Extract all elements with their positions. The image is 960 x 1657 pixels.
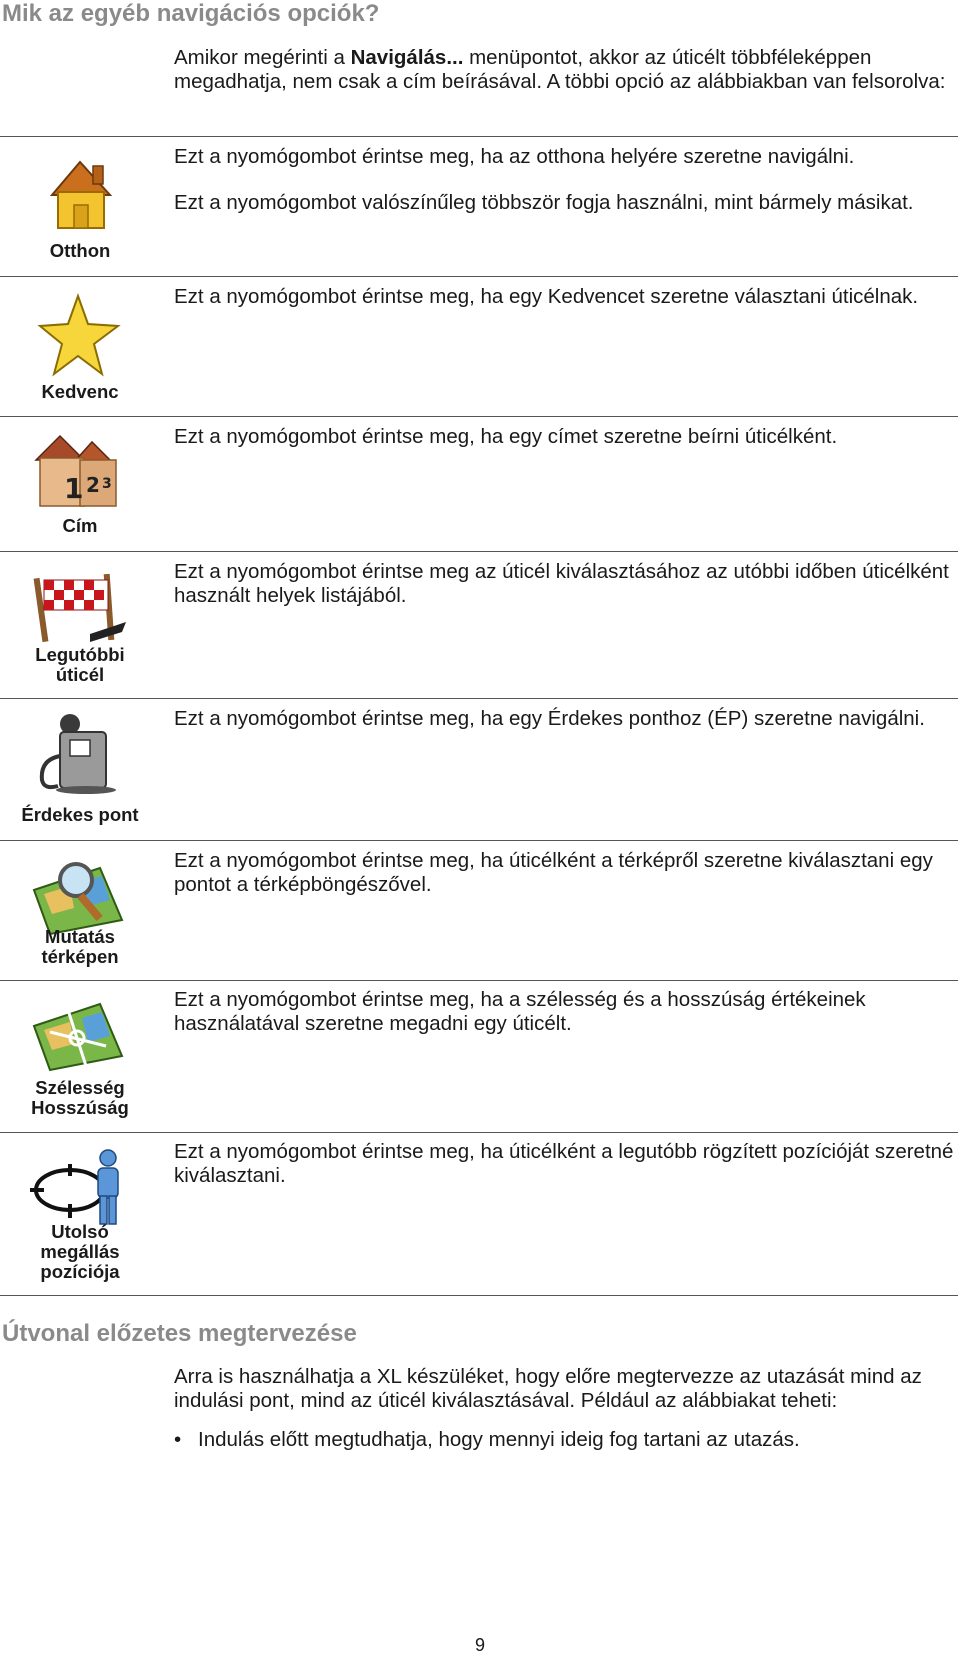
option-label-szelesseg-hosszusag bbox=[0, 1078, 160, 1118]
intro-after: menüpontot, akkor az úticélt többféleképpen megadhatja, nem csak a cím beírásával. A többi opció az alábbiakban van felsorolva: bbox=[174, 46, 946, 93]
last-stop-position-icon[interactable] bbox=[30, 1142, 130, 1232]
option-description bbox=[174, 849, 954, 919]
option-description bbox=[174, 285, 954, 331]
svg-text:3: 3 bbox=[102, 476, 112, 492]
divider bbox=[0, 840, 958, 841]
option-description bbox=[174, 1140, 954, 1210]
divider bbox=[0, 416, 958, 417]
section-title: Mik az egyéb navigációs opciók? bbox=[2, 0, 380, 27]
bullet-text: Indulás előtt megtudhatja, hogy mennyi ideig fog tartani az utazás. bbox=[198, 1428, 800, 1451]
svg-text:2: 2 bbox=[86, 473, 100, 497]
intro-bold-menu: Navigálás... bbox=[350, 46, 464, 69]
divider bbox=[0, 136, 958, 137]
option-description bbox=[174, 988, 954, 1058]
option-paragraph: Ezt a nyomógombot érintse meg, ha úticélként a térképről szeretne kiválasztani egy pontot a térképböngészővel. bbox=[174, 849, 933, 896]
bullet-dot: • bbox=[174, 1428, 182, 1451]
section2-intro: Arra is használhatja a XL készüléket, hogy előre megtervezze az utazását mind az indulási pont, mind az úticél kiválasztásával. Például az alábbiakat teheti: bbox=[174, 1365, 922, 1412]
section-title: Útvonal előzetes megtervezése bbox=[2, 1320, 357, 1347]
label-line: Legutóbbi bbox=[35, 644, 125, 665]
label-line: Szélesség bbox=[35, 1077, 125, 1098]
option-label-kedvenc: Kedvenc bbox=[41, 381, 119, 402]
divider bbox=[0, 276, 958, 277]
poi-fuel-icon[interactable] bbox=[30, 710, 130, 800]
option-description bbox=[174, 707, 954, 753]
home-icon[interactable] bbox=[30, 150, 130, 240]
option-paragraph: Ezt a nyomógombot érintse meg az úticél kiválasztásához az utóbbi időben úticélként használt helyek listájából. bbox=[174, 560, 949, 607]
label-line: pozíciója bbox=[40, 1261, 120, 1282]
option-paragraph: Ezt a nyomógombot érintse meg, ha egy Kedvencet szeretne választani úticélnak. bbox=[174, 285, 919, 308]
star-icon[interactable] bbox=[30, 290, 130, 380]
option-paragraph: Ezt a nyomógombot érintse meg, ha úticélként a legutóbb rögzített pozícióját szeretné kiválasztani. bbox=[174, 1140, 954, 1187]
divider bbox=[0, 980, 958, 981]
intro-before: Amikor megérinti a bbox=[174, 46, 351, 69]
option-description bbox=[174, 425, 954, 471]
address-icon[interactable] bbox=[30, 428, 130, 518]
finish-flag-icon[interactable] bbox=[30, 562, 130, 652]
bullet-item bbox=[174, 1428, 800, 1452]
option-label-otthon: Otthon bbox=[49, 240, 111, 261]
option-label-utolso-megallas bbox=[0, 1222, 160, 1282]
label-line: Mutatás bbox=[45, 926, 115, 947]
option-paragraph: Ezt a nyomógombot érintse meg, ha egy Érdekes ponthoz (ÉP) szeretne navigálni. bbox=[174, 707, 925, 730]
option-label-legutobbi-uticel bbox=[0, 645, 160, 685]
option-paragraph: Ezt a nyomógombot érintse meg, ha a szélesség és a hosszúság értékeinek használatával szeretne megadni egy úticélt. bbox=[174, 988, 866, 1035]
intro-paragraph bbox=[174, 46, 954, 94]
option-description bbox=[174, 145, 954, 237]
svg-text:1: 1 bbox=[64, 472, 84, 505]
divider bbox=[0, 551, 958, 552]
divider bbox=[0, 698, 958, 699]
label-line: Hosszúság bbox=[31, 1097, 129, 1118]
label-line: megállás bbox=[40, 1241, 120, 1262]
option-paragraph: Ezt a nyomógombot érintse meg, ha az otthona helyére szeretne navigálni. bbox=[174, 145, 855, 168]
map-crosshair-icon[interactable] bbox=[30, 988, 130, 1078]
page-number: 9 bbox=[474, 1635, 485, 1655]
divider bbox=[0, 1132, 958, 1133]
option-label-erdekes-pont: Érdekes pont bbox=[21, 804, 139, 825]
option-label-mutatas-terkepen bbox=[0, 927, 160, 967]
divider bbox=[0, 1295, 958, 1296]
label-line: Utolsó bbox=[51, 1221, 109, 1242]
option-description bbox=[174, 560, 954, 630]
label-line: úticél bbox=[55, 664, 105, 685]
option-paragraph: Ezt a nyomógombot érintse meg, ha egy címet szeretne beírni úticélként. bbox=[174, 425, 838, 448]
label-line: térképen bbox=[41, 946, 119, 967]
option-paragraph: Ezt a nyomógombot valószínűleg többször fogja használni, mint bármely másikat. bbox=[174, 191, 914, 214]
option-label-cim: Cím bbox=[62, 515, 98, 536]
